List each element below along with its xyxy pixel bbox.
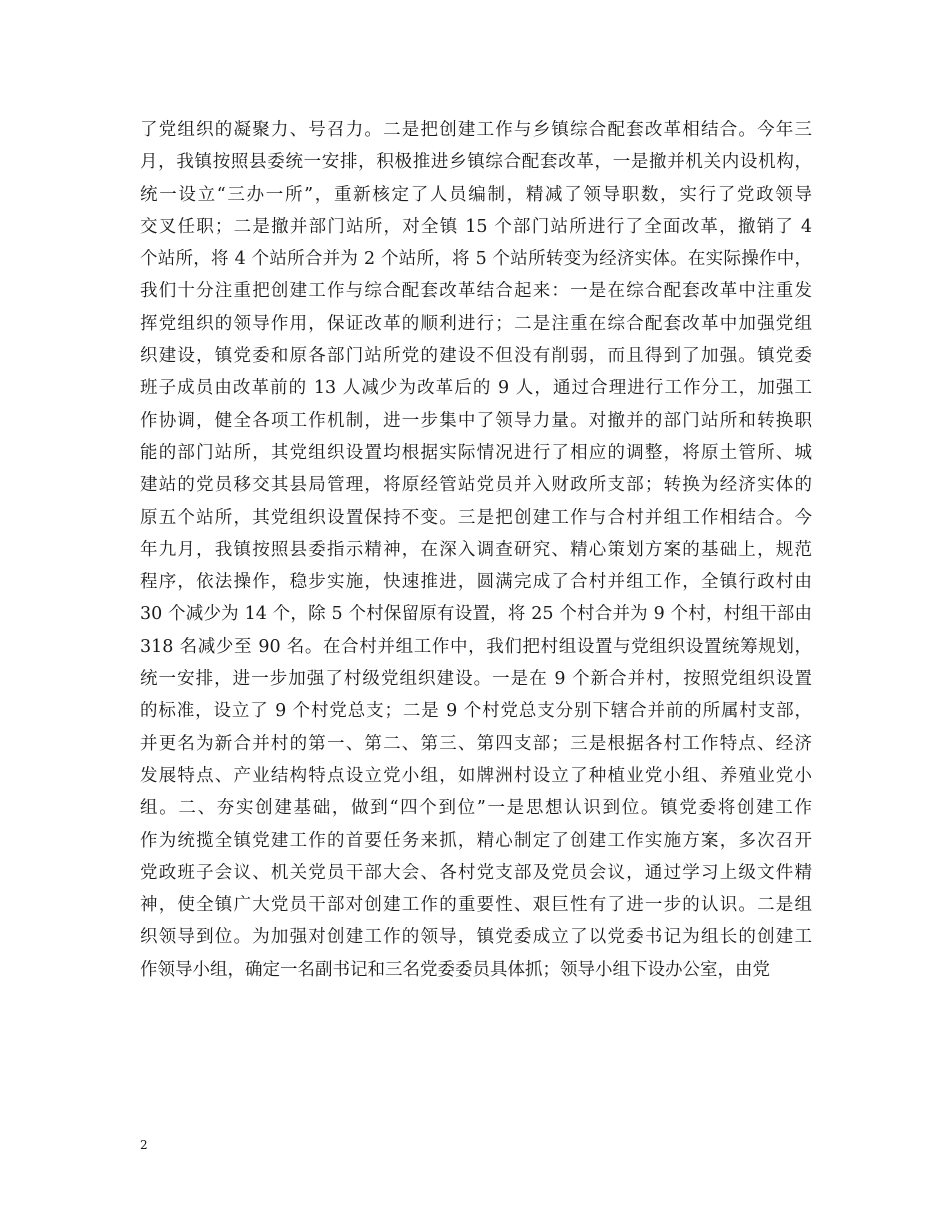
text-line: 作领导小组，确定一名副书记和三名党委委员具体抓；领导小组下设办公室，由党 (140, 959, 770, 980)
text-line: 30 个减少为 14 个，除 5 个村保留原有设置，将 25 个村合并为 9 个村，村组干部由 (140, 604, 812, 625)
text-line: 统一设立“三办一所”，重新核定了人员编制，精减了领导职数，实行了党政领导 (140, 184, 812, 205)
text-line: 程序，依法操作，稳步实施，快速推进，圆满完成了合村并组工作，全镇行政村由 (140, 572, 812, 593)
text-line: 统一安排，进一步加强了村级党组织建设。一是在 9 个新合并村，按照党组织设置 (140, 669, 812, 690)
text-line: 发展特点、产业结构特点设立党小组，如牌洲村设立了种植业党小组、养殖业党小 (140, 765, 812, 786)
text-line: 了党组织的凝聚力、号召力。二是把创建工作与乡镇综合配套改革相结合。今年三 (140, 120, 812, 140)
body-text (140, 114, 812, 986)
text-line: 组。二、夯实创建基础，做到“四个到位”一是思想认识到位。镇党委将创建工作 (140, 798, 812, 819)
text-line: 月，我镇按照县委统一安排，积极推进乡镇综合配套改革，一是撤并机关内设机构， (140, 152, 812, 173)
page-number: 2 (140, 1138, 148, 1152)
text-line: 的标准，设立了 9 个村党总支；二是 9 个村党总支分别下辖合并前的所属村支部， (140, 701, 812, 722)
text-line: 建站的党员移交其县局管理，将原经管站党员并入财政所支部；转换为经济实体的 (140, 475, 812, 496)
text-line: 挥党组织的领导作用，保证改革的顺利进行；二是注重在综合配套改革中加强党组 (140, 313, 812, 334)
text-line: 作为统揽全镇党建工作的首要任务来抓，精心制定了创建工作实施方案，多次召开 (140, 830, 812, 851)
text-line: 神，使全镇广大党员干部对创建工作的重要性、艰巨性有了进一步的认识。二是组 (140, 895, 812, 916)
text-line: 班子成员由改革前的 13 人减少为改革后的 9 人，通过合理进行工作分工，加强工 (140, 378, 812, 399)
text-line: 作协调，健全各项工作机制，进一步集中了领导力量。对撤并的部门站所和转换职 (140, 410, 812, 431)
text-line: 个站所，将 4 个站所合并为 2 个站所，将 5 个站所转变为经济实体。在实际操作中， (140, 249, 812, 270)
text-line: 织领导到位。为加强对创建工作的领导，镇党委成立了以党委书记为组长的创建工 (140, 927, 812, 948)
text-line: 年九月，我镇按照县委指示精神，在深入调查研究、精心策划方案的基础上，规范 (140, 539, 812, 560)
text-line: 318 名减少至 90 名。在合村并组工作中，我们把村组设置与党组织设置统筹规划， (140, 636, 812, 657)
text-line: 并更名为新合并村的第一、第二、第三、第四支部；三是根据各村工作特点、经济 (140, 733, 812, 754)
text-line: 原五个站所，其党组织设置保持不变。三是把创建工作与合村并组工作相结合。今 (140, 507, 812, 528)
text-line: 织建设，镇党委和原各部门站所党的建设不但没有削弱，而且得到了加强。镇党委 (140, 346, 812, 367)
text-line: 交叉任职；二是撤并部门站所，对全镇 15 个部门站所进行了全面改革，撤销了 4 (140, 216, 812, 237)
text-line: 我们十分注重把创建工作与综合配套改革结合起来：一是在综合配套改革中注重发 (140, 281, 812, 302)
text-line: 能的部门站所，其党组织设置均根据实际情况进行了相应的调整，将原土管所、城 (140, 442, 812, 463)
text-line: 党政班子会议、机关党员干部大会、各村党支部及党员会议，通过学习上级文件精 (140, 862, 812, 883)
